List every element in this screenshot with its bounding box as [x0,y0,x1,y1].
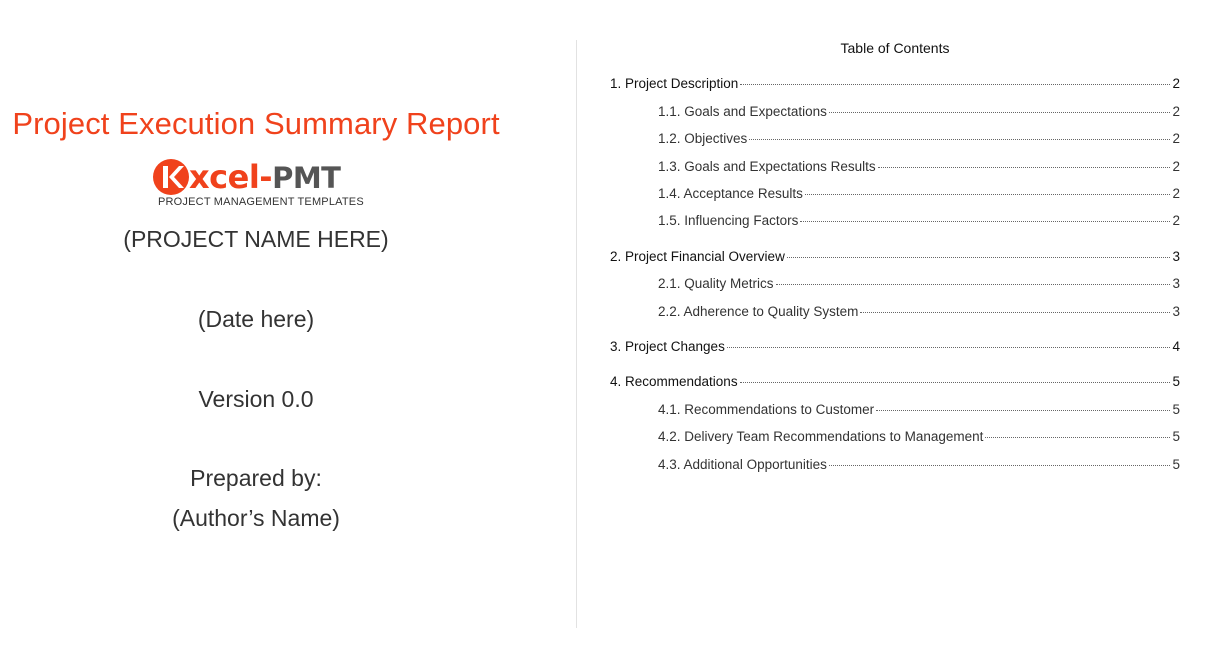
toc-entry[interactable] [610,339,1180,357]
toc-entry-page: 3 [1172,276,1180,291]
toc-leader-dots [740,84,1170,85]
toc-entry-text: 3. Project Changes [610,339,725,354]
toc-leader-dots [727,347,1171,348]
toc-entry-page: 3 [1172,304,1180,319]
toc-entry[interactable] [658,304,1180,322]
toc-entry-page: 2 [1172,186,1180,201]
toc-leader-dots [829,465,1171,466]
excel-pmt-logo [152,157,362,213]
toc-leader-dots [740,382,1171,383]
toc-leader-dots [805,194,1171,195]
toc-entry-text: 1.5. Influencing Factors [658,213,799,228]
toc-entry[interactable] [658,429,1180,447]
toc-entry-page: 2 [1172,76,1180,91]
toc-entry-text: 2. Project Financial Overview [610,249,785,264]
logo-word-primary: xcel- [189,158,273,196]
toc-entry-text: 4.1. Recommendations to Customer [658,402,875,417]
report-date: (Date here) [197,306,315,332]
toc-entry-text: 1.4. Acceptance Results [658,186,803,201]
toc-leader-dots [776,284,1171,285]
toc-leader-dots [878,167,1171,168]
toc-entry-page: 2 [1172,131,1180,146]
toc-title: Table of Contents [840,40,950,56]
toc-entry-page: 2 [1172,159,1180,174]
toc-entry-page: 4 [1172,339,1180,354]
toc-leader-dots [800,221,1170,222]
toc-entry-page: 5 [1172,374,1180,389]
toc-entry-page: 5 [1172,402,1180,417]
excel-pmt-logo-mark-icon [152,158,190,196]
toc-entry-page: 2 [1172,104,1180,119]
toc-leader-dots [829,112,1171,113]
toc-entry-page: 3 [1172,249,1180,264]
toc-entry-text: 1.1. Goals and Expectations [658,104,827,119]
toc-entry[interactable] [658,104,1180,122]
toc-entry-text: 1.3. Goals and Expectations Results [658,159,876,174]
logo-word-secondary: PMT [272,161,341,195]
toc-entry-text: 2.1. Quality Metrics [658,276,774,291]
toc-entry-text: 2.2. Adherence to Quality System [658,304,859,319]
toc-entry[interactable] [658,159,1180,177]
toc-entry[interactable] [610,76,1180,94]
toc-entry[interactable] [658,213,1180,231]
logo-wordmark [189,157,340,198]
toc-entry-page: 5 [1172,457,1180,472]
toc-leader-dots [876,410,1170,411]
toc-entry[interactable] [610,249,1180,267]
toc-entry-text: 4.3. Additional Opportunities [658,457,827,472]
report-title: Project Execution Summary Report [12,106,500,141]
logo-tagline: PROJECT MANAGEMENT TEMPLATES [158,196,364,208]
toc-entry-page: 5 [1172,429,1180,444]
toc-entry-page: 2 [1172,213,1180,228]
toc-entry[interactable] [610,374,1180,392]
toc-entry[interactable] [658,131,1180,149]
toc-entry-text: 1. Project Description [610,76,739,91]
page-divider [576,40,577,628]
toc-entry-text: 4. Recommendations [610,374,738,389]
toc-entry-text: 1.2. Objectives [658,131,748,146]
toc-leader-dots [787,257,1171,258]
toc-leader-dots [860,312,1170,313]
author-name: (Author’s Name) [172,505,340,531]
toc-entry[interactable] [658,457,1180,475]
toc-entry[interactable] [658,402,1180,420]
report-version: Version 0.0 [198,386,314,412]
toc-entry[interactable] [658,276,1180,294]
cover-page [0,0,512,648]
project-name: (PROJECT NAME HERE) [123,226,389,252]
toc-leader-dots [749,139,1170,140]
toc-leader-dots [985,437,1170,438]
prepared-by-label: Prepared by: [190,465,322,491]
toc-entry-text: 4.2. Delivery Team Recommendations to Management [658,429,984,444]
toc-entry[interactable] [658,186,1180,204]
